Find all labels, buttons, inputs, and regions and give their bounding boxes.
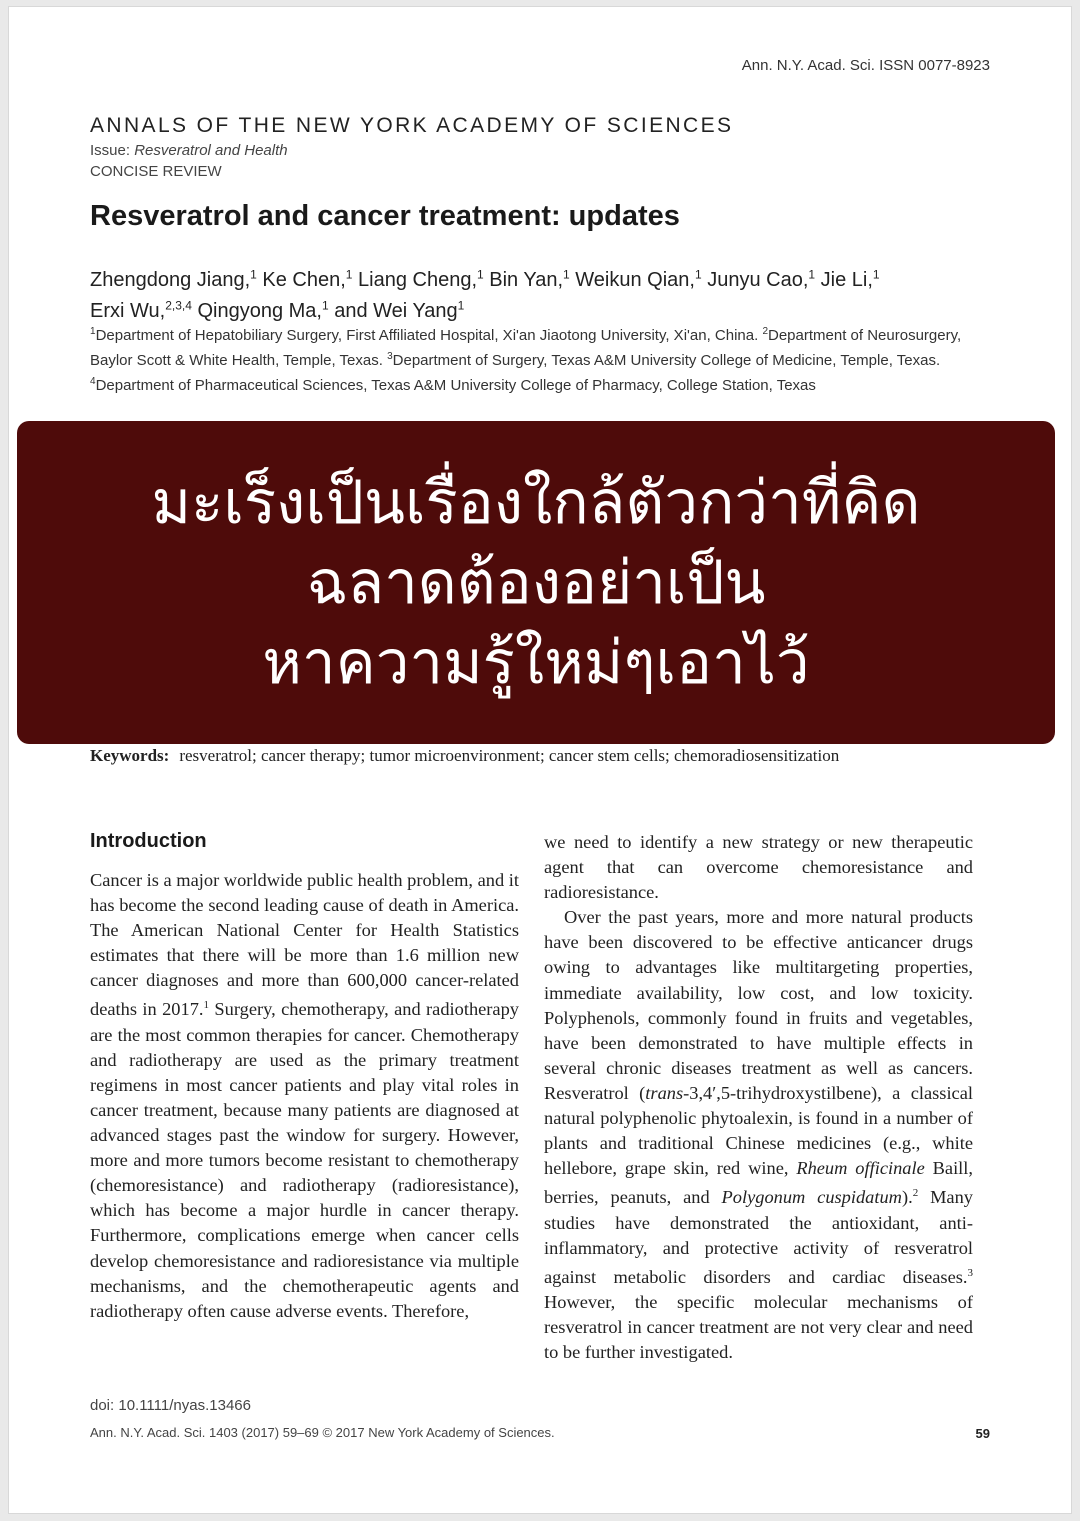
author: Jie Li,$^1$: [820, 267, 880, 291]
author: Zhengdong Jiang,$^1$: [90, 267, 257, 291]
paragraph: Over the past years, more and more natural products have been discovered to be effective anticancer drugs owing to advantages like multitargeting properties, immediate availability, low cost, and low toxicity. Polyphenols, commonly found in fruits and vegetables, have been demonstrated to have multiple effects in several chronic diseases treatment as well as cancers. Resveratrol (trans-3,4′,5-trihydroxystilbene), a classical natural polyphenolic phytoalexin, is found in a number of plants and traditional Chinese medicines (e.g., white hellebore, grape skin, red wine, Rheum officinale Baill, berries, peanuts, and Polygonum cuspidatum).$^2$ Many studies have demonstrated the antioxidant, anti-inflammatory, and protective activity of resveratrol against metabolic disorders and cardiac diseases.$^3$ However, the specific molecular mechanisms of resveratrol in cancer treatment are not very clear and need to be further investigated.: [544, 907, 974, 1363]
doi-line: doi: 10.1111/nyas.13466: [90, 1397, 251, 1414]
article-type: CONCISE REVIEW: [90, 163, 222, 180]
paper-title: Resveratrol and cancer treatment: updates: [90, 200, 680, 232]
body-column-left: [90, 868, 519, 1324]
author: Qingyong Ma,$^1$: [197, 298, 329, 323]
keywords-text: resveratrol; cancer therapy; tumor microenvironment; cancer stem cells; chemoradiosensitization: [179, 746, 840, 765]
author: Weikun Qian,$^1$: [575, 267, 702, 291]
issue-name: Resveratrol and Health: [134, 142, 288, 159]
issn-line: Ann. N.Y. Acad. Sci. ISSN 0077-8923: [741, 57, 990, 74]
banner-line-2: ฉลาดต้องอย่าเป็น: [306, 547, 766, 618]
paragraph: we need to identify a new strategy or new therapeutic agent that can overcome chemoresistance and radioresistance.: [544, 832, 973, 903]
author: Junyu Cao,$^1$: [707, 267, 816, 291]
issue-line: [90, 142, 288, 159]
body-column-right: [544, 830, 973, 1365]
journal-name: ANNALS OF THE NEW YORK ACADEMY OF SCIENCES: [90, 114, 734, 137]
author: Erxi Wu,$^{2,3,4}$: [90, 298, 192, 323]
paragraph: Cancer is a major worldwide public health problem, and it has become the second leading cause of death in America. The American National Center for Health Statistics estimates that there will be more than 1.6 million new cancer diagnoses and more than 600,000 cancer-related deaths in 2017.$^1$ Surgery, chemotherapy, and radiotherapy are the most common therapies for cancer. Chemotherapy and radiotherapy are used as the primary treatment regimens in most cancer patients and play vital roles in cancer treatment, because many patients are diagnosed at advanced stages past the window for surgery. However, more and more tumors become resistant to chemotherapy (chemoresistance) and radiotherapy (radioresistance), which has become a major hurdle in cancer therapy. Furthermore, complications emerge when cancer cells develop chemoresistance and radioresistance via multiple mechanisms, and the chemotherapeutic agents and radiotherapy often cause adverse events. Therefore,: [90, 870, 519, 1321]
banner-line-3: หาความรู้ใหม่ๆเอาไว้: [262, 627, 810, 698]
author: Liang Cheng,$^1$: [358, 267, 484, 291]
page-number: 59: [975, 1426, 990, 1441]
keywords-label: Keywords:: [90, 746, 170, 765]
author-list: [90, 261, 970, 324]
author: and Wei Yang$^1$: [334, 298, 465, 323]
section-heading-introduction: Introduction: [90, 830, 207, 852]
banner-line-1: มะเร็งเป็นเรื่องใกล้ตัวกว่าที่คิด: [151, 467, 921, 538]
author: Bin Yan,$^1$: [489, 267, 570, 291]
author: Ke Chen,$^1$: [262, 267, 353, 291]
affiliations: $^1$Department of Hepatobiliary Surgery, First Affiliated Hospital, Xi'an Jiaotong University, Xi'an, China. $^2$Department of Neurosurgery, Baylor Scott & White Health, Temple, Texas. $^3$Department of Surgery, Texas A&M University College of Medicine, Temple, Texas. $^4$Department of Pharmaceutical Sciences, Texas A&M University College of Pharmacy, College Station, Texas: [90, 326, 962, 394]
issue-label: Issue:: [90, 142, 135, 159]
thai-overlay-banner: [17, 421, 1055, 744]
keywords-line: [90, 746, 839, 766]
citation-line: Ann. N.Y. Acad. Sci. 1403 (2017) 59–69 © 2017 New York Academy of Sciences.: [90, 1425, 555, 1440]
